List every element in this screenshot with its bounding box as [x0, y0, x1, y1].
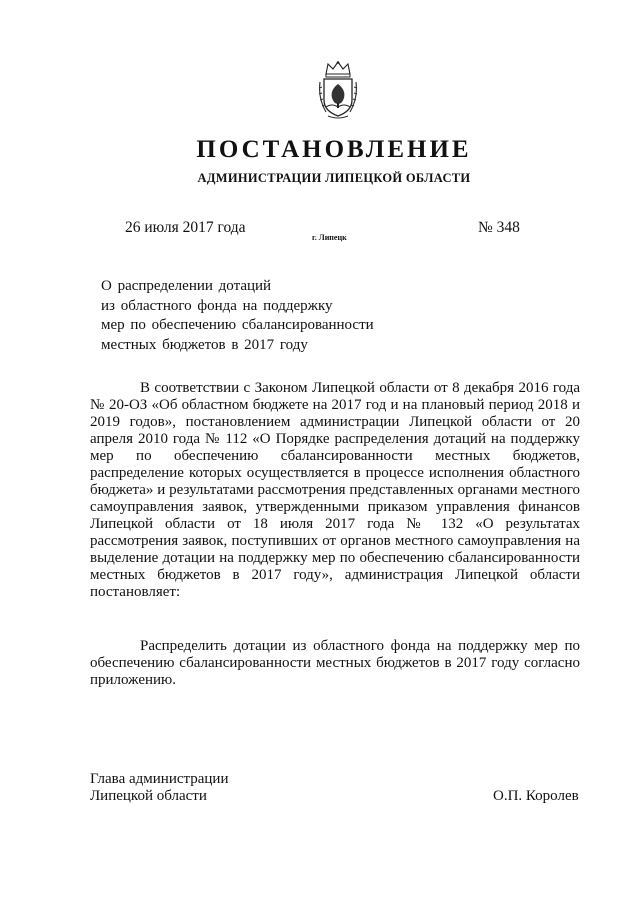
document-title: ПОСТАНОВЛЕНИЕ: [196, 136, 472, 163]
signature-position-line: Глава администрации: [90, 771, 229, 787]
subject-line: мер по обеспечению сбалансированности: [101, 317, 374, 333]
coat-of-arms-icon: [316, 60, 360, 120]
signature-name: О.П. Королев: [493, 788, 579, 804]
document-date: 26 июля 2017 года: [125, 219, 246, 236]
subject-line: местных бюджетов в 2017 году: [101, 336, 308, 353]
document-subtitle: АДМИНИСТРАЦИИ ЛИПЕЦКОЙ ОБЛАСТИ: [197, 171, 471, 185]
body-paragraph-preamble: В соответствии с Законом Липецкой области от 8 декабря 2016 года № 20-ОЗ «Об областном бюджете на 2017 год и на плановый период 2018 и 2019 годов», постановлением администрации Липецкой области от 20 апреля 2010 года № 112 «О Порядке распределения дотаций на поддержку мер по обеспечению сбалансированности местных бюджетов, распределение которых осуществляется в процессе исполнения областного бюджета» и результатами рассмотрения представленных органами местного самоуправления заявок, утвержденными приказом управления финансов Липецкой области от 18 июля 2017 года № 132 «О результатах рассмотрения заявок, поступивших от органов местного самоуправления на выделение дотации на поддержку мер по обеспечению сбалансированности местных бюджетов в 2017 году», администрация Липецкой области постановляет:: [90, 380, 580, 600]
signature-position-line: Липецкой области: [90, 788, 207, 804]
document-subject: [101, 277, 374, 355]
document-number: № 348: [478, 219, 520, 236]
document-city: г. Липецк: [312, 233, 347, 242]
signature-position: [90, 771, 228, 805]
subject-line: из областного фонда на поддержку: [101, 297, 333, 314]
subject-line: О распределении дотаций: [101, 278, 272, 294]
body-paragraph-resolution: Распределить дотации из областного фонда на поддержку мер по обеспечению сбалансированности местных бюджетов в 2017 году согласно приложению.: [90, 638, 580, 688]
